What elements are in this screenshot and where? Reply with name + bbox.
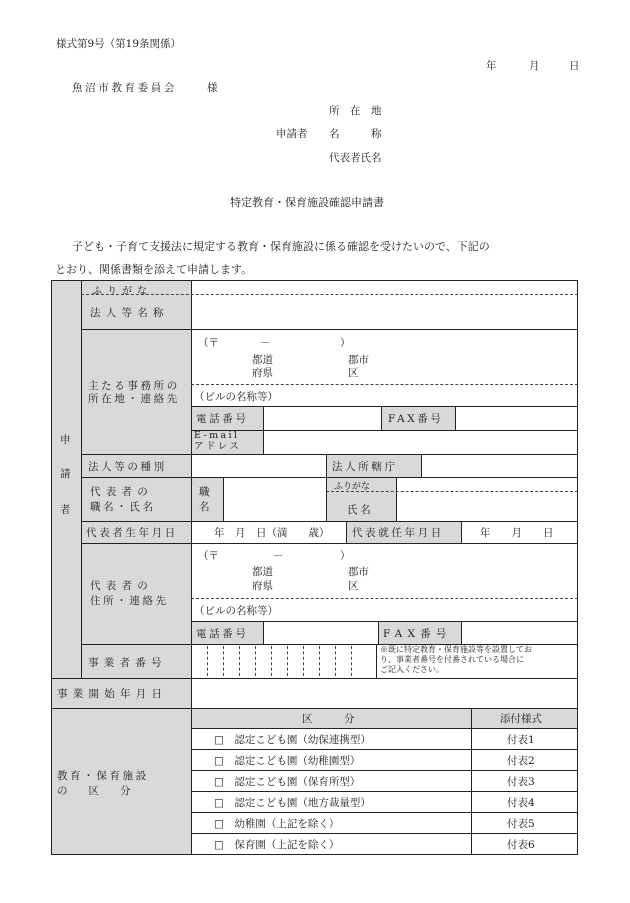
city2-label-1: 郡市 xyxy=(348,566,369,578)
main-office-label-1: 主たる事務所の xyxy=(88,380,180,392)
rep-birth-label: 代表者生年月日 xyxy=(86,527,178,539)
start-date-label: 事業開始年月日 xyxy=(57,688,168,700)
rep-title-label-2: 職名・氏名 xyxy=(90,501,156,513)
facility-label-1: 教育・保育施設 xyxy=(57,770,149,782)
operator-note-3: ご記入ください。 xyxy=(380,665,444,674)
addressee-name: 魚沼市教育委員会 xyxy=(72,82,177,94)
applicant-name-label: 名 称 xyxy=(329,128,382,140)
applicant-side-label-1: 申 xyxy=(60,434,71,446)
building2-label: （ビルの名称等） xyxy=(194,605,278,617)
fax-label: FAX番号 xyxy=(388,413,444,425)
position-field[interactable] xyxy=(224,478,326,521)
fax2-label: FAX番号 xyxy=(383,628,452,640)
rep-birth-value[interactable]: 年 月 日（満 歳） xyxy=(214,527,330,539)
operator-note-1: ※既に特定教育・保育施設等を設置してお xyxy=(380,645,532,654)
tel2-label: 電話番号 xyxy=(196,628,249,640)
corp-office-label: 法人所轄庁 xyxy=(332,461,398,473)
addressee-honorific: 様 xyxy=(207,82,218,94)
city-label-2: 区 xyxy=(348,367,359,379)
rep-title-label-1: 代表者の xyxy=(90,486,153,498)
attach-item: 付表6 xyxy=(507,839,535,851)
postal-close: ） xyxy=(340,337,351,349)
applicant-label-column xyxy=(81,280,191,678)
corp-type-field[interactable] xyxy=(192,455,326,477)
operator-no-field[interactable] xyxy=(192,645,376,678)
pref-label-2: 府県 xyxy=(252,367,273,379)
start-date-field[interactable] xyxy=(192,679,577,708)
fax2-field[interactable] xyxy=(462,622,577,644)
fax-field[interactable] xyxy=(456,407,577,430)
category-header: 区 分 xyxy=(302,713,355,725)
attach-item: 付表2 xyxy=(507,755,535,767)
furigana-label: ふりがな xyxy=(92,286,152,297)
date-month: 月 xyxy=(529,60,540,72)
pref-label-1: 都道 xyxy=(252,354,273,366)
rep-name-field[interactable] xyxy=(397,478,577,521)
category-item[interactable]: □ 認定こども園（幼稚園型） xyxy=(214,755,361,767)
tel-field[interactable] xyxy=(264,407,381,430)
city2-label-2: 区 xyxy=(348,580,359,592)
rep-start-label: 代表就任年月日 xyxy=(352,527,444,539)
position-label-2: 名 xyxy=(199,501,210,513)
corp-office-field[interactable] xyxy=(422,455,577,477)
attach-item: 付表1 xyxy=(507,734,535,746)
attach-item: 付表4 xyxy=(507,797,535,809)
postal-dash: － xyxy=(260,337,271,349)
position-label-1: 職 xyxy=(199,486,210,498)
date-day: 日 xyxy=(569,60,580,72)
rep-address-label-2: 住所・連絡先 xyxy=(90,595,169,607)
corp-name-field[interactable] xyxy=(192,295,577,329)
attach-item: 付表3 xyxy=(507,776,535,788)
postal-open: （〒 xyxy=(198,337,219,349)
postal2-dash: － xyxy=(273,550,284,562)
furigana2-label: ふりがな xyxy=(334,482,371,492)
pref2-label-2: 府県 xyxy=(252,580,273,592)
corp-name-label: 法人等名称 xyxy=(90,307,169,319)
applicant-role-label: 申請者 xyxy=(276,128,308,140)
applicant-side-label-2: 請 xyxy=(60,468,71,480)
rep-address-label-1: 代表者の xyxy=(90,580,153,592)
rep-start-value[interactable]: 年 月 日 xyxy=(480,527,554,539)
applicant-side-label-3: 者 xyxy=(60,504,71,516)
city-label-1: 郡市 xyxy=(348,354,369,366)
category-item[interactable]: □ 保育園（上記を除く） xyxy=(214,839,340,851)
applicant-rep-label: 代表者氏名 xyxy=(329,152,382,164)
category-item[interactable]: □ 幼稚園（上記を除く） xyxy=(214,818,340,830)
pref2-label-1: 都道 xyxy=(252,566,273,578)
email-label-1: E-mail xyxy=(194,430,240,441)
date-year: 年 xyxy=(486,60,497,72)
attach-header: 添付様式 xyxy=(500,713,542,725)
intro-line-1: 子ども・子育て支援法に規定する教育・保育施設に係る確認を受けたいので、下記の xyxy=(72,240,490,253)
main-office-label-2: 所在地・連絡先 xyxy=(88,393,180,405)
form-number: 様式第9号（第19条関係） xyxy=(56,38,182,50)
category-item[interactable]: □ 認定こども園（地方裁量型） xyxy=(214,797,371,809)
operator-no-label: 事業者番号 xyxy=(88,657,167,669)
rep-name-label: 氏名 xyxy=(347,504,374,516)
tel2-field[interactable] xyxy=(264,622,378,644)
postal2-close: ） xyxy=(340,550,351,562)
tel-label: 電話番号 xyxy=(196,413,249,425)
operator-note-2: り、事業者番号を付番されている場合に xyxy=(380,655,524,664)
corp-type-label: 法人等の種別 xyxy=(88,461,167,473)
category-item[interactable]: □ 認定こども園（保育所型） xyxy=(214,776,361,788)
intro-line-2: とおり、関係書類を添えて申請します。 xyxy=(55,263,253,276)
facility-label-2: の 区 分 xyxy=(57,785,131,797)
attach-item: 付表5 xyxy=(507,818,535,830)
building-label: （ビルの名称等） xyxy=(194,391,278,403)
category-item[interactable]: □ 認定こども園（幼保連携型） xyxy=(214,734,371,746)
email-label-2: アドレス xyxy=(194,441,242,452)
document-title: 特定教育・保育施設確認申請書 xyxy=(230,196,384,209)
postal2-open: （〒 xyxy=(198,550,219,562)
applicant-address-label: 所 在 地 xyxy=(329,105,382,117)
email-field[interactable] xyxy=(264,431,577,454)
